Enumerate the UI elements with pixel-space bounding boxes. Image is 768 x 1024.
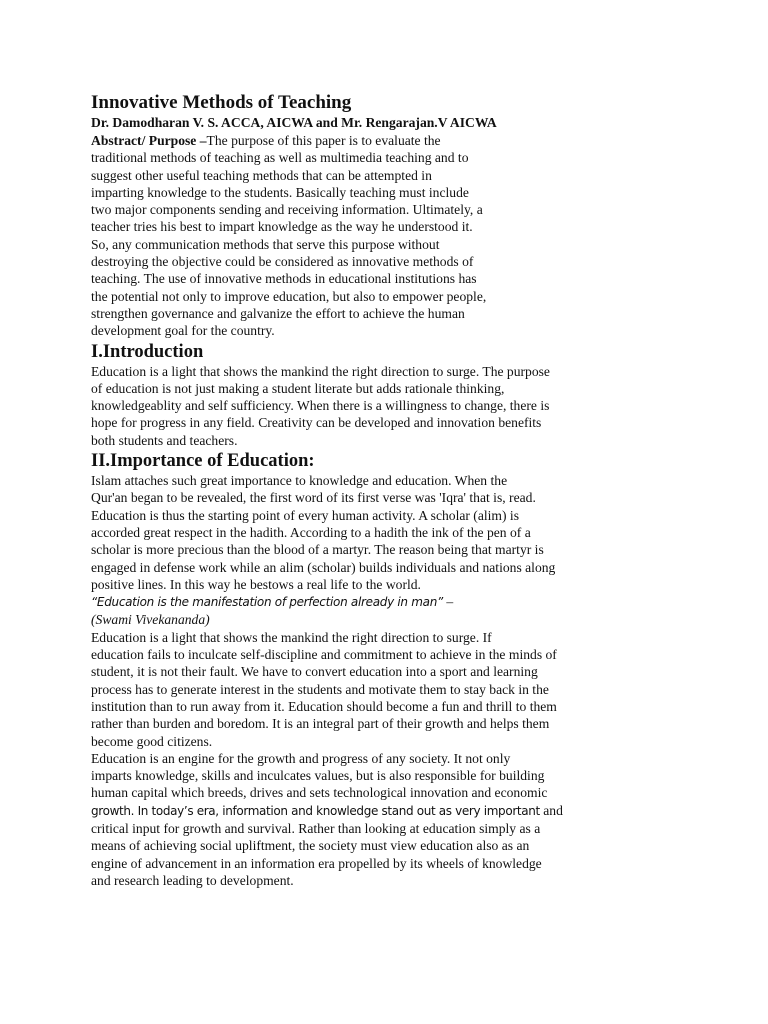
paragraph-line: knowledgeablity and self sufficiency. When there is a willingness to change, there is xyxy=(91,398,550,414)
paragraph-line: Education is thus the starting point of every human activity. A scholar (alim) is xyxy=(91,507,519,523)
paragraph-line: human capital which breeds, drives and sets technological innovation and economic xyxy=(91,785,548,801)
abstract-line: two major components sending and receiving information. Ultimately, a xyxy=(91,202,483,218)
abstract-line xyxy=(91,132,615,149)
paragraph-line: both students and teachers. xyxy=(91,432,238,448)
abstract-line: So, any communication methods that serve this purpose without xyxy=(91,236,440,252)
paragraph-line: rather than burden and boredom. It is an integral part of their growth and helps them xyxy=(91,716,550,732)
abstract-line: teaching. The use of innovative methods in educational institutions has xyxy=(91,271,477,287)
paragraph-line: engine of advancement in an information era propelled by its wheels of knowledge xyxy=(91,855,542,871)
paragraph-line: Education is a light that shows the mankind the right direction to surge. The purpose xyxy=(91,363,550,379)
paragraph-line: process has to generate interest in the students and motivate them to stay back in the xyxy=(91,681,549,697)
paragraph-line: and research leading to development. xyxy=(91,872,294,888)
document-body xyxy=(91,92,615,889)
abstract-line: development goal for the country. xyxy=(91,323,275,339)
document-title: Innovative Methods of Teaching xyxy=(91,92,352,113)
abstract-line: teacher tries his best to impart knowledge as the way he understood it. xyxy=(91,219,473,235)
abstract-line: strengthen governance and galvanize the effort to achieve the human xyxy=(91,305,465,321)
paragraph-line: accorded great respect in the hadith. According to a hadith the ink of the pen of a xyxy=(91,524,531,540)
abstract-text: The purpose of this paper is to evaluate the xyxy=(206,133,441,148)
paragraph-line: education fails to inculcate self-discipline and commitment to achieve in the minds of xyxy=(91,647,557,663)
sans-text-run: growth. In today’s era, information and knowledge stand out as very important xyxy=(91,803,540,818)
paragraph-line-mixed xyxy=(91,802,615,820)
quote-author: (Swami Vivekananda) xyxy=(91,612,210,628)
paragraph-line: of education is not just making a student literate but adds rationale thinking, xyxy=(91,380,505,396)
abstract-line: traditional methods of teaching as well as multimedia teaching and to xyxy=(91,150,469,166)
paragraph-line: positive lines. In this way he bestows a real life to the world. xyxy=(91,576,421,592)
quote-line xyxy=(91,593,615,611)
section-heading-importance: II.Importance of Education: xyxy=(91,451,315,472)
paragraph-line: Education is an engine for the growth and progress of any society. It not only xyxy=(91,750,511,766)
section-heading-introduction: I.Introduction xyxy=(91,341,204,362)
abstract-label: Abstract/ Purpose – xyxy=(91,133,207,148)
paragraph-line: become good citizens. xyxy=(91,733,213,749)
paragraph-line: institution than to run away from it. Education should become a fun and thrill to them xyxy=(91,698,557,714)
abstract-line: imparting knowledge to the students. Basically teaching must include xyxy=(91,184,469,200)
paragraph-line: means of achieving social upliftment, the society must view education also as an xyxy=(91,838,530,854)
paragraph-line: student, it is not their fault. We have to convert education into a sport and learning xyxy=(91,664,538,680)
quote-text: “Education is the manifestation of perfection already in man” xyxy=(91,595,443,610)
abstract-line: destroying the objective could be considered as innovative methods of xyxy=(91,254,474,270)
abstract-line: the potential not only to improve education, but also to empower people, xyxy=(91,288,487,304)
paragraph-line: critical input for growth and survival. Rather than looking at education simply as a xyxy=(91,820,541,836)
paragraph-line: Qur'an began to be revealed, the first word of its first verse was 'Iqra' that is, read. xyxy=(91,490,536,506)
quote-dash: – xyxy=(442,594,454,610)
paragraph-line: imparts knowledge, skills and inculcates values, but is also responsible for building xyxy=(91,768,545,784)
paragraph-line: Islam attaches such great importance to knowledge and education. When the xyxy=(91,473,508,489)
document-authors: Dr. Damodharan V. S. ACCA, AICWA and Mr. Rengarajan.V AICWA xyxy=(91,115,497,130)
paragraph-line: scholar is more precious than the blood of a martyr. The reason being that martyr is xyxy=(91,542,544,558)
abstract-line: suggest other useful teaching methods that can be attempted in xyxy=(91,167,432,183)
paragraph-line: engaged in defense work while an alim (scholar) builds individuals and nations along xyxy=(91,559,556,575)
paragraph-line: Education is a light that shows the mankind the right direction to surge. If xyxy=(91,629,492,645)
serif-text-run: and xyxy=(539,802,563,818)
paragraph-line: hope for progress in any field. Creativity can be developed and innovation benefits xyxy=(91,415,542,431)
